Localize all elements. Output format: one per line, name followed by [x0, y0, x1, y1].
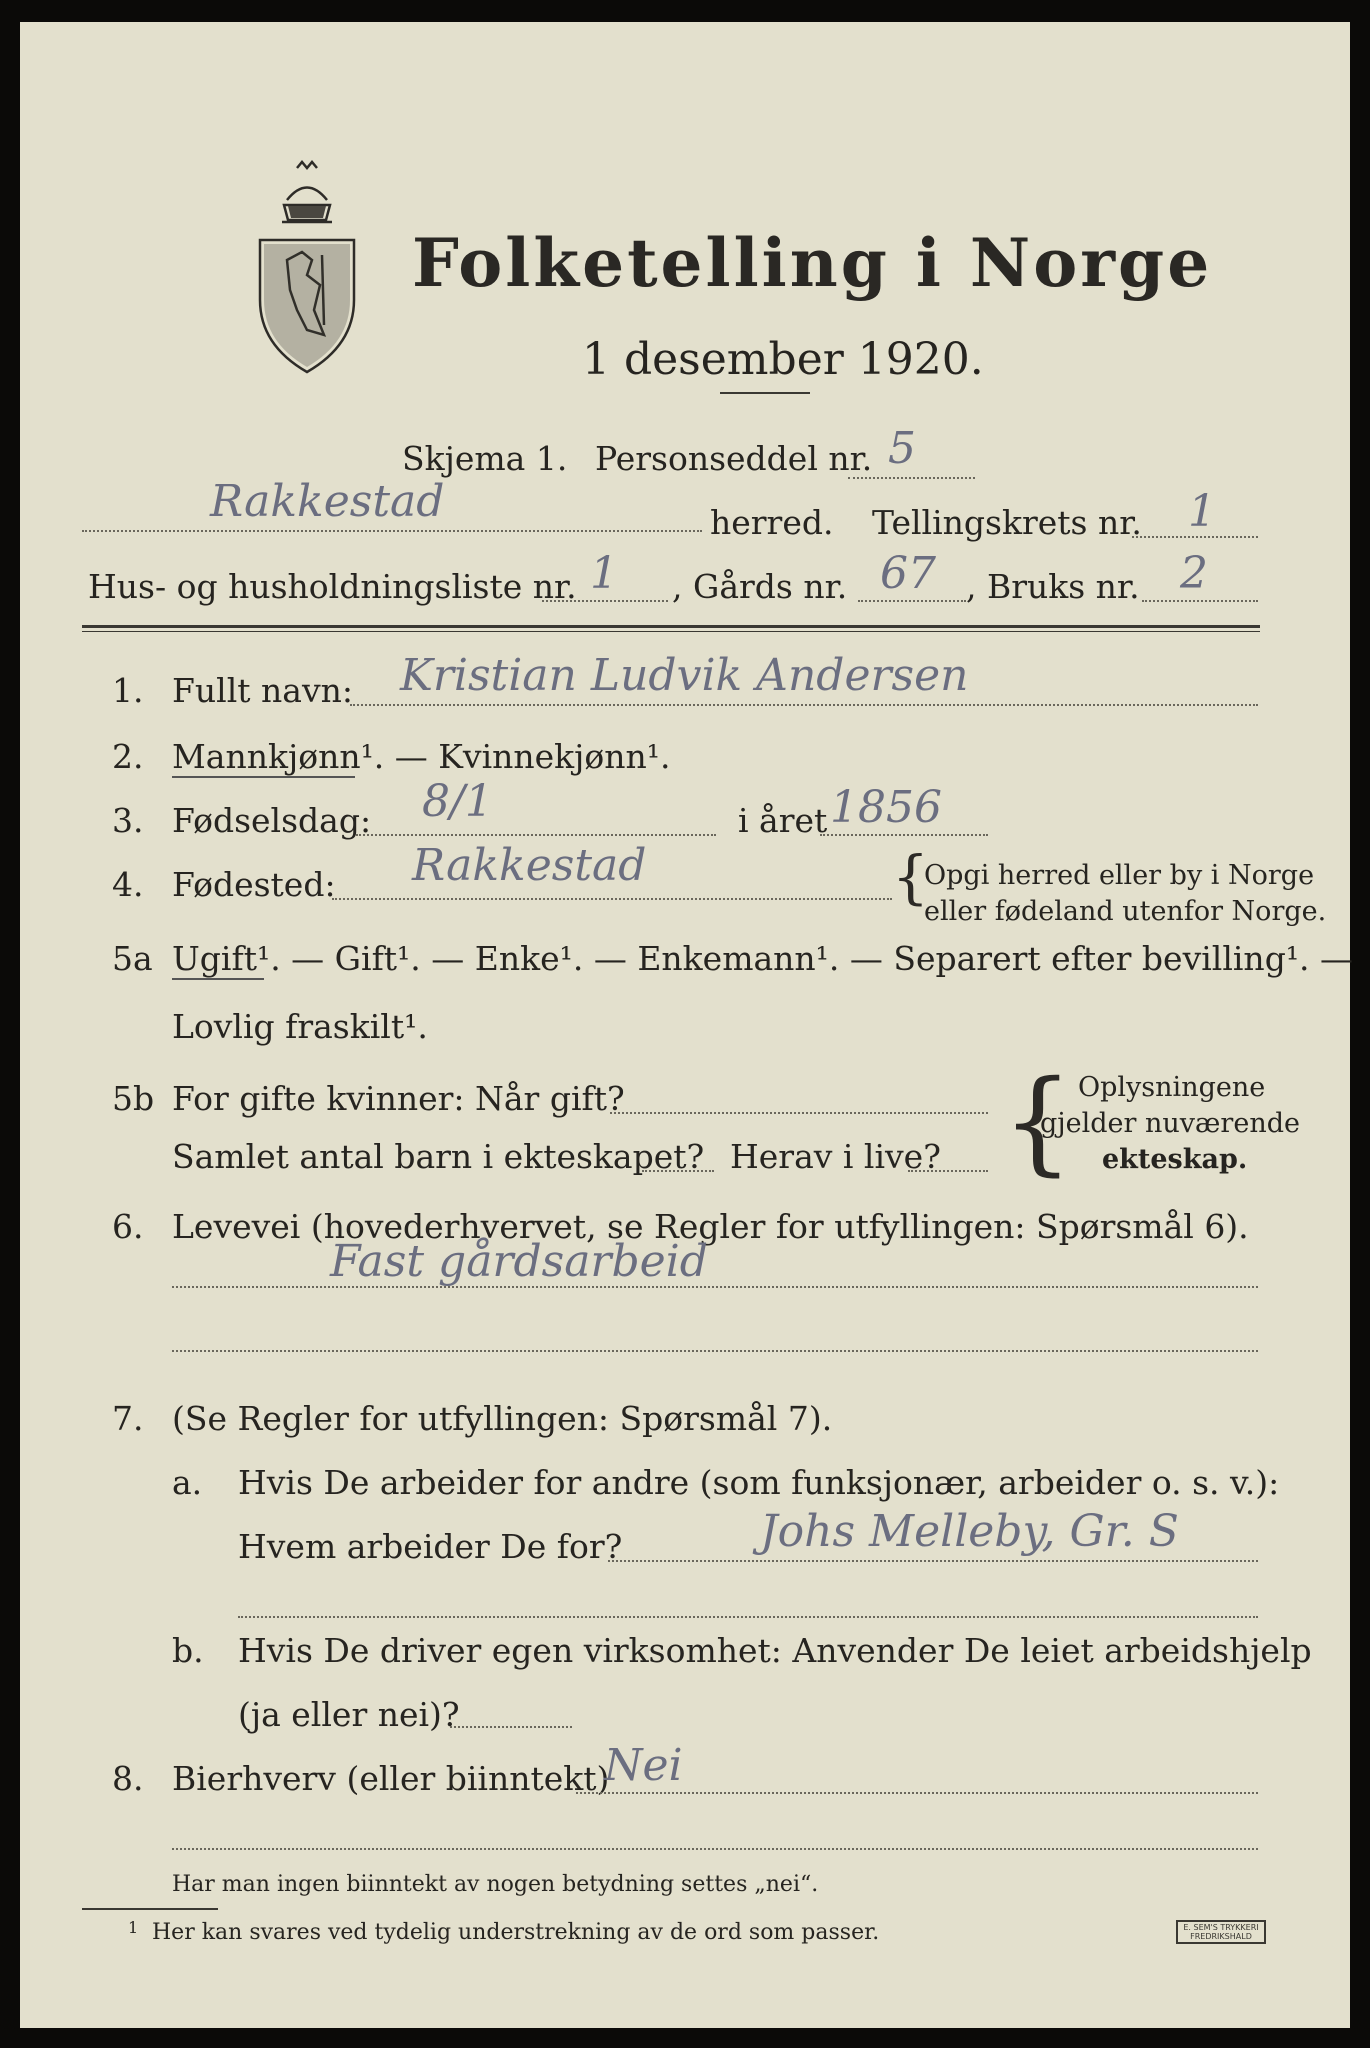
- q8-line: [576, 1792, 1258, 1794]
- q4-value: Rakkestad: [412, 840, 647, 891]
- herred-label: herred.: [710, 503, 834, 542]
- personseddel-label: Personseddel nr.: [595, 439, 873, 478]
- printer-name: E. SEM'S TRYKKERI: [1183, 1923, 1259, 1932]
- q7b-line1: Hvis De driver egen virksomhet: Anvender De leiet arbeidshjelp: [238, 1631, 1312, 1670]
- q4-line: [332, 898, 892, 900]
- q7a-value: Johs Melleby, Gr. S: [760, 1506, 1179, 1557]
- q7a-line2-dots: [238, 1616, 1258, 1618]
- q3-number: 3.: [112, 801, 144, 840]
- skjema-label: Skjema 1.: [402, 439, 568, 478]
- census-form: [20, 22, 1354, 2028]
- footnote-text: Her kan svares ved tydelig understrekning av de ord som passer.: [152, 1920, 880, 1945]
- q6-label: Levevei (hovederhvervet, se Regler for utfyllingen: Spørsmål 6).: [172, 1207, 1249, 1246]
- q6-number: 6.: [112, 1207, 144, 1246]
- q4-note-brace: {: [892, 843, 929, 911]
- gards-value: 67: [880, 548, 936, 599]
- q8-line2: [172, 1848, 1258, 1850]
- q2-mannkjonn-underline: [172, 776, 355, 778]
- personseddel-line: [848, 477, 975, 479]
- q2-number: 2.: [112, 737, 144, 776]
- q3-day-line: [356, 834, 716, 836]
- q7a-letter: a.: [172, 1463, 203, 1502]
- q6-line2: [172, 1350, 1258, 1352]
- header-rule-thick: [82, 625, 1260, 628]
- footnote-rule: [82, 1908, 218, 1910]
- q3-day-value: 8/1: [422, 776, 493, 827]
- q7b-line2: (ja eller nei)?: [238, 1695, 460, 1734]
- q7-number: 7.: [112, 1399, 144, 1438]
- q1-number: 1.: [112, 671, 144, 710]
- q5b-note-brace: {: [1002, 1057, 1074, 1187]
- printer-place: FREDRIKSHALD: [1190, 1932, 1252, 1941]
- q5b-barn-label: Samlet antal barn i ekteskapet?: [172, 1137, 705, 1176]
- herred-line: [82, 530, 702, 532]
- q7a-line2: Hvem arbeider De for?: [238, 1527, 623, 1566]
- census-date: 1 desember 1920.: [582, 334, 984, 385]
- form-title: Folketelling i Norge: [412, 224, 1213, 302]
- q5b-number: 5b: [112, 1079, 155, 1118]
- q3-year-value: 1856: [830, 782, 942, 833]
- q5b-nar-gift-line: [610, 1112, 988, 1114]
- gards-line: [858, 600, 966, 602]
- footnote-mark: 1: [128, 1918, 139, 1937]
- q5a-number: 5a: [112, 939, 153, 978]
- norwegian-coat-of-arms-icon: [252, 160, 362, 375]
- q7a-line: [608, 1560, 1258, 1562]
- q5a-line1: Ugift¹. — Gift¹. — Enke¹. — Enkemann¹. — Separert efter bevilling¹. —: [172, 939, 1354, 978]
- q7b-line: [450, 1726, 572, 1728]
- bruks-line: [1142, 600, 1258, 602]
- q5a-ugift-underline: [172, 978, 264, 980]
- tellingskrets-value: 1: [1188, 486, 1216, 537]
- q5b-line1: For gifte kvinner: Når gift?: [172, 1079, 625, 1118]
- q4-note-line2: eller fødeland utenfor Norge.: [924, 896, 1327, 927]
- q7a-line1: Hvis De arbeider for andre (som funksjonær, arbeider o. s. v.):: [238, 1463, 1280, 1502]
- personseddel-value: 5: [888, 423, 916, 474]
- header-rule-thin: [82, 631, 1260, 632]
- q4-note-line1: Opgi herred eller by i Norge: [924, 860, 1315, 891]
- gards-label: , Gårds nr.: [672, 567, 848, 606]
- hus-value: 1: [590, 548, 618, 599]
- q2-label: Mannkjønn¹. — Kvinnekjønn¹.: [172, 737, 671, 776]
- q4-number: 4.: [112, 865, 144, 904]
- hus-line: [542, 600, 668, 602]
- q1-value: Kristian Ludvik Andersen: [400, 650, 969, 701]
- tellingskrets-label: Tellingskrets nr.: [872, 503, 1142, 542]
- q4-label: Fødested:: [172, 865, 336, 904]
- footer-note: Har man ingen biinntekt av nogen betydning settes „nei“.: [172, 1872, 819, 1897]
- q5b-live-line: [908, 1170, 988, 1172]
- q3-label: Fødselsdag:: [172, 801, 372, 840]
- q7-label: (Se Regler for utfyllingen: Spørsmål 7).: [172, 1399, 833, 1438]
- title-divider: [720, 392, 810, 394]
- q3-year-line: [820, 834, 988, 836]
- q1-line: [350, 704, 1258, 706]
- q6-value: Fast gårdsarbeid: [330, 1236, 708, 1287]
- q8-label: Bierhverv (eller biinntekt): [172, 1759, 610, 1798]
- printer-stamp: [1176, 1920, 1266, 1944]
- hus-label: Hus- og husholdningsliste nr.: [88, 567, 577, 606]
- q7b-letter: b.: [172, 1631, 204, 1670]
- bruks-label: , Bruks nr.: [966, 567, 1140, 606]
- herred-value: Rakkestad: [210, 476, 445, 527]
- q3-year-label: i året: [738, 801, 828, 840]
- q5a-line2: Lovlig fraskilt¹.: [172, 1007, 428, 1046]
- q8-number: 8.: [112, 1759, 144, 1798]
- q1-label: Fullt navn:: [172, 671, 353, 710]
- bruks-value: 2: [1180, 548, 1208, 599]
- q5b-note-line1: Oplysningene: [1078, 1072, 1266, 1103]
- q5b-note-line3: ekteskap.: [1102, 1144, 1248, 1175]
- q5b-note-line2: gjelder nuværende: [1040, 1108, 1300, 1139]
- q5b-barn-line: [642, 1170, 714, 1172]
- q8-value: Nei: [604, 1740, 683, 1791]
- q5b-live-label: Herav i live?: [730, 1137, 941, 1176]
